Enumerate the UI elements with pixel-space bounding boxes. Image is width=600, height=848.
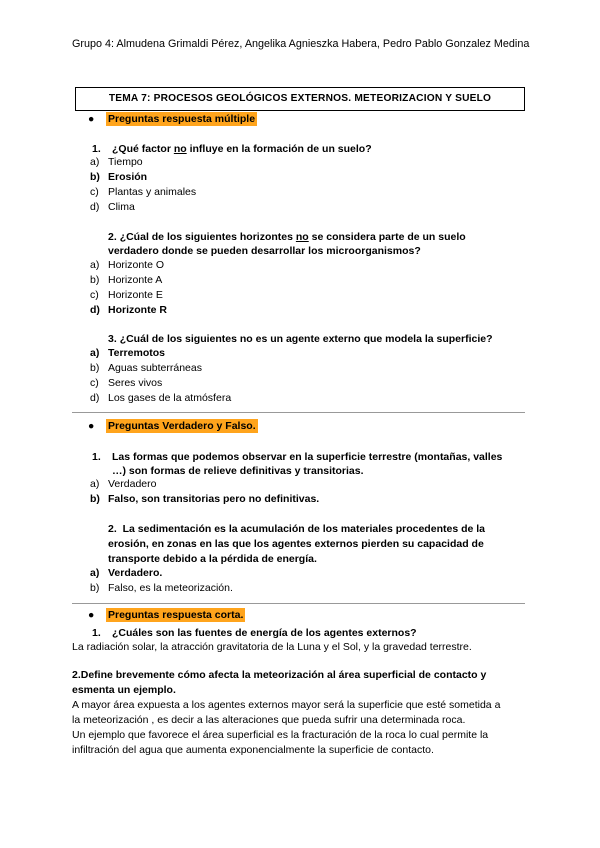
short-answer-1: La radiación solar, la atracción gravitatoria de la Luna y el Sol, y la gravedad terrestre.	[72, 641, 472, 653]
text-fragment: Terremotos	[108, 347, 165, 359]
text-fragment: ¿Cúal de los siguientes horizontes	[119, 231, 296, 243]
text-fragment: 2.	[108, 523, 117, 535]
topic-title: TEMA 7: PROCESOS GEOLÓGICOS EXTERNOS. METEORIZACION Y SUELO	[75, 87, 525, 111]
text-fragment: no	[295, 231, 309, 243]
text-fragment: b)	[90, 274, 100, 286]
section-label: Preguntas respuesta múltiple	[108, 113, 256, 125]
text-fragment: c)	[90, 377, 99, 389]
text-fragment: a)	[90, 156, 100, 168]
text-fragment: Aguas subterráneas	[108, 362, 202, 374]
tf-question-2-line2: erosión, en zonas en las que los agentes externos pierden su capacidad de	[108, 538, 484, 550]
bullet-icon: ●	[88, 113, 95, 125]
text-fragment: a)	[90, 347, 100, 359]
short-answer-2-line: infiltración del agua que aumenta exponencialmente la superficie de contacto.	[72, 744, 434, 756]
tf-question-1-line2: …) son formas de relieve definitivas y transitorias.	[112, 465, 364, 477]
section-label: Preguntas respuesta corta.	[108, 609, 244, 621]
text-fragment: no	[173, 143, 187, 155]
text-fragment: 1.	[92, 451, 101, 463]
tf-question-2	[108, 521, 485, 537]
text-fragment: d)	[90, 304, 100, 316]
short-question-2: 2.Define brevemente cómo afecta la meteorización al área superficial de contacto y	[72, 669, 487, 681]
text-fragment: b)	[90, 362, 100, 374]
text-fragment: c)	[90, 289, 99, 301]
section-label: Preguntas Verdadero y Falso.	[108, 420, 256, 432]
text-fragment: ¿Qué factor	[112, 143, 174, 155]
text-fragment: 1.	[92, 627, 101, 639]
text-fragment: Plantas y animales	[108, 186, 197, 198]
text-fragment: d)	[90, 201, 100, 213]
text-fragment: Horizonte A	[108, 274, 163, 286]
text-fragment: b)	[90, 171, 100, 183]
text-fragment: Las formas que podemos observar en la superficie terrestre (montañas, valles	[112, 451, 503, 463]
text-fragment: Los gases de la atmósfera	[108, 392, 232, 404]
text-fragment: b)	[90, 582, 100, 594]
authors-line: Grupo 4: Almudena Grimaldi Pérez, Angelika Agnieszka Habera, Pedro Pablo Gonzalez Medina	[72, 38, 530, 50]
divider	[72, 412, 525, 413]
short-answer-2-line: la meteorización , es decir a las alteraciones que pueda sufrir una determinada roca.	[72, 714, 466, 726]
short-answer-2-line: Un ejemplo que favorece el área superficial es la fracturación de la roca lo cual permite la	[72, 729, 489, 741]
section-short-answer	[80, 609, 245, 621]
text-fragment: a)	[90, 478, 100, 490]
text-fragment: b)	[90, 493, 100, 505]
text-fragment: ¿Cuáles son las fuentes de energía de los agentes externos?	[112, 627, 417, 639]
text-fragment: Tiempo	[108, 156, 143, 168]
text-fragment: influye en la formación de un suelo?	[186, 143, 372, 155]
text-fragment: Falso, es la meteorización.	[108, 582, 233, 594]
section-true-false	[80, 420, 258, 432]
text-fragment: Verdadero	[108, 478, 157, 490]
short-question-2-line2: esmenta un ejemplo.	[72, 684, 176, 696]
text-fragment: Horizonte R	[108, 304, 167, 316]
section-multiple-choice	[80, 113, 257, 125]
text-fragment: c)	[90, 186, 99, 198]
mc-question-2-line2: verdadero donde se pueden desarrollar los microorganismos?	[108, 245, 421, 257]
text-fragment: a)	[90, 259, 100, 271]
bullet-icon: ●	[88, 420, 95, 432]
text-fragment: se considera parte de un suelo	[308, 231, 466, 243]
short-answer-2-line: A mayor área expuesta a los agentes externos mayor será la superficie que esté sometida a	[72, 699, 501, 711]
text-fragment: a)	[90, 567, 100, 579]
mc-question-3	[108, 331, 493, 347]
tf-question-2-line3: transporte debido a la pérdida de energía.	[108, 553, 317, 565]
text-fragment: d)	[90, 392, 100, 404]
text-fragment: 3.	[108, 333, 117, 345]
text-fragment: Falso, son transitorias pero no definitivas.	[108, 493, 320, 505]
text-fragment: Erosión	[108, 171, 148, 183]
divider	[72, 603, 525, 604]
text-fragment: Verdadero.	[108, 567, 163, 579]
text-fragment: Horizonte E	[108, 289, 163, 301]
text-fragment: 1.	[92, 143, 101, 155]
text-fragment: Seres vivos	[108, 377, 163, 389]
text-fragment: Clima	[108, 201, 135, 213]
text-fragment: 2.	[108, 231, 117, 243]
text-fragment: ¿Cuál de los siguientes no es un agente externo que modela la superficie?	[119, 333, 493, 345]
text-fragment: Horizonte O	[108, 259, 165, 271]
bullet-icon: ●	[88, 609, 95, 621]
text-fragment: La sedimentación es la acumulación de los materiales procedentes de la	[122, 523, 485, 535]
